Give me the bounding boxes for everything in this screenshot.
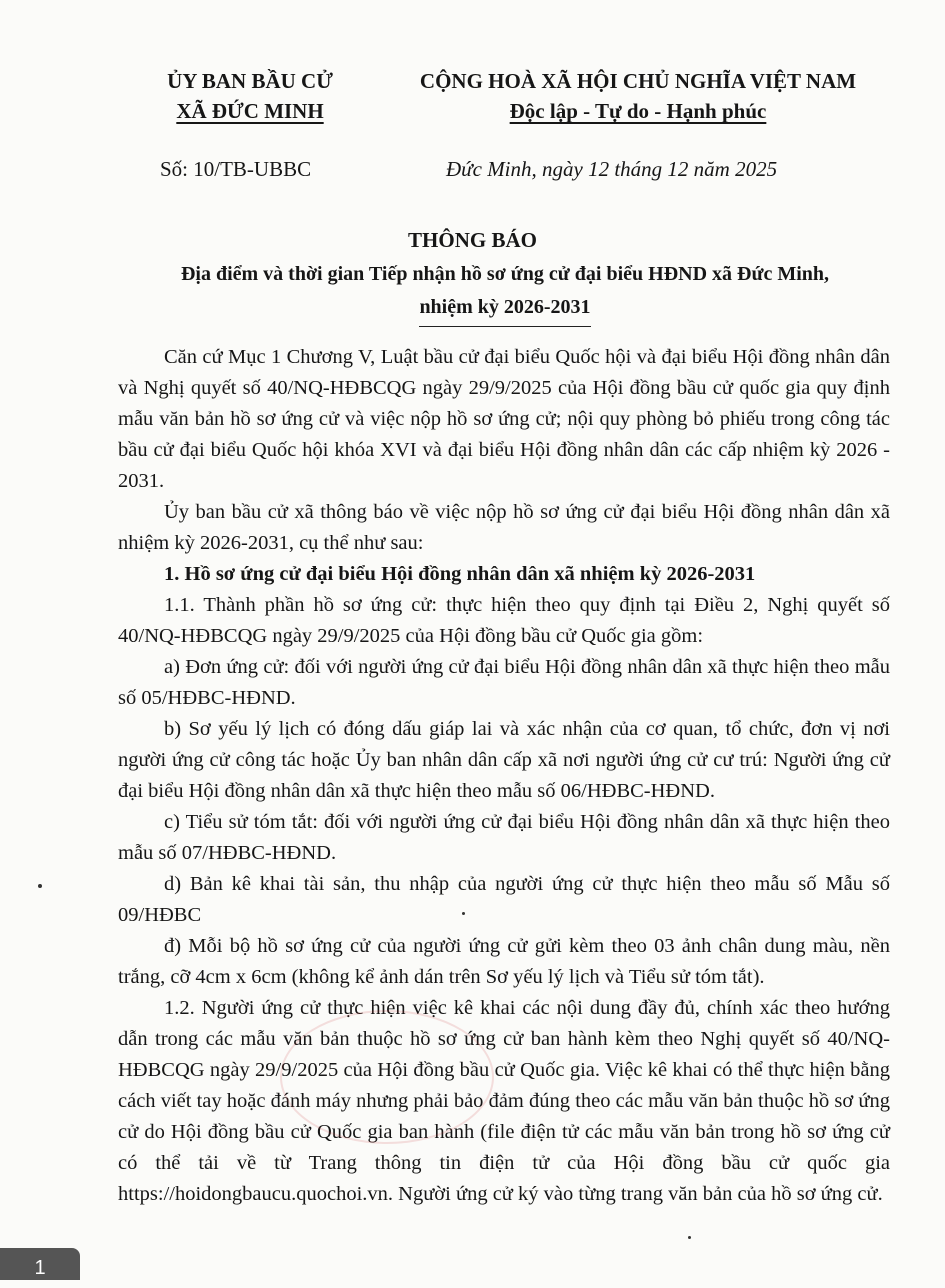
document-subtitle xyxy=(120,258,890,327)
item-c: c) Tiểu sử tóm tắt: đối với người ứng cử đại biểu Hội đồng nhân dân xã thực hiện theo mẫu số 07/HĐBC-HĐND. xyxy=(118,811,890,864)
nation-line-1: CỘNG HOÀ XÃ HỘI CHỦ NGHĨA VIỆT NAM xyxy=(419,69,857,93)
item-a: a) Đơn ứng cử: đối với người ứng cử đại biểu Hội đồng nhân dân xã thực hiện theo mẫu số 05/HĐBC-HĐND. xyxy=(118,656,890,709)
org-line-2: XÃ ĐỨC MINH xyxy=(176,99,324,123)
item-dd: đ) Mỗi bộ hồ sơ ứng cử của người ứng cử gửi kèm theo 03 ảnh chân dung màu, nền trắng, cỡ 4cm x 6cm (không kể ảnh dán trên Sơ yếu lý lịch và Tiểu sử tóm tắt). xyxy=(118,935,890,988)
item-b: b) Sơ yếu lý lịch có đóng dấu giáp lai và xác nhận của cơ quan, tổ chức, đơn vị nơi người ứng cử công tác hoặc Ủy ban nhân dân cấp xã nơi người ứng cử cư trú: Người ứng cử đại biểu Hội đồng nhân dân xã thực hiện theo mẫu số 06/HĐBC-HĐND. xyxy=(118,718,890,802)
scan-speck xyxy=(688,1236,691,1239)
page-number-indicator[interactable]: 1 xyxy=(0,1248,80,1280)
section-heading-1: 1. Hồ sơ ứng cử đại biểu Hội đồng nhân dân xã nhiệm kỳ 2026-2031 xyxy=(164,563,756,585)
scan-speck xyxy=(462,912,465,915)
paragraph-1-2: 1.2. Người ứng cử thực hiện việc kê khai các nội dung đầy đủ, chính xác theo hướng dẫn trong các mẫu văn bản thuộc hồ sơ ứng cử ban hành kèm theo Nghị quyết số 40/NQ-HĐBCQG ngày 29/9/2025 của Hội đồng bầu cử Quốc gia. Việc kê khai có thể thực hiện bằng cách viết tay hoặc đánh máy nhưng phải bảo đảm đúng theo các mẫu văn bản thuộc hồ sơ ứng cử do Hội đồng bầu cử Quốc gia ban hành (file điện tử các mẫu văn bản trong hồ sơ ứng cử có thể tải về từ Trang thông tin điện tử của Hội đồng bầu cử quốc gia https://hoidongbaucu.quochoi.vn. Người ứng cử ký vào từng trang văn bản của hồ sơ ứng cử. xyxy=(118,997,890,1205)
subtitle-line-1: Địa điểm và thời gian Tiếp nhận hồ sơ ứng cử đại biểu HĐND xã Đức Minh, xyxy=(180,263,830,285)
scan-speck xyxy=(38,884,42,888)
document-title: THÔNG BÁO xyxy=(408,228,537,252)
document-number: Số: 10/TB-UBBC xyxy=(160,157,312,181)
paragraph-announcement: Ủy ban bầu cử xã thông báo về việc nộp hồ sơ ứng cử đại biểu Hội đồng nhân dân xã nhiệm kỳ 2026-2031, cụ thể như sau: xyxy=(118,501,890,554)
faint-stamp-mark xyxy=(280,1010,494,1144)
document-body xyxy=(118,342,890,1210)
issuing-organization xyxy=(150,66,350,126)
subtitle-line-2: nhiệm kỳ 2026-2031 xyxy=(419,291,590,327)
org-line-1: ỦY BAN BẦU CỬ xyxy=(167,69,333,93)
paragraph-legal-basis: Căn cứ Mục 1 Chương V, Luật bầu cử đại biểu Quốc hội và đại biểu Hội đồng nhân dân và Nghị quyết số 40/NQ-HĐBCQG ngày 29/9/2025 của Hội đồng bầu cử quốc gia quy định mẫu văn bản hồ sơ ứng cử và việc nộp hồ sơ ứng cử; nội quy phòng bỏ phiếu trong công tác bầu cử đại biểu Quốc hội khóa XVI và đại biểu Hội đồng nhân dân các cấp nhiệm kỳ 2026 - 2031. xyxy=(118,346,890,492)
paragraph-1-1: 1.1. Thành phần hồ sơ ứng cử: thực hiện theo quy định tại Điều 2, Nghị quyết số 40/NQ-HĐBCQG ngày 29/9/2025 của Hội đồng bầu cử Quốc gia gồm: xyxy=(118,594,890,647)
place-date: Đức Minh, ngày 12 tháng 12 năm 2025 xyxy=(446,157,778,181)
item-d: d) Bản kê khai tài sản, thu nhập của người ứng cử thực hiện theo mẫu số Mẫu số 09/HĐBC xyxy=(118,873,890,926)
national-header xyxy=(378,66,898,126)
nation-motto: Độc lập - Tự do - Hạnh phúc xyxy=(509,99,767,123)
